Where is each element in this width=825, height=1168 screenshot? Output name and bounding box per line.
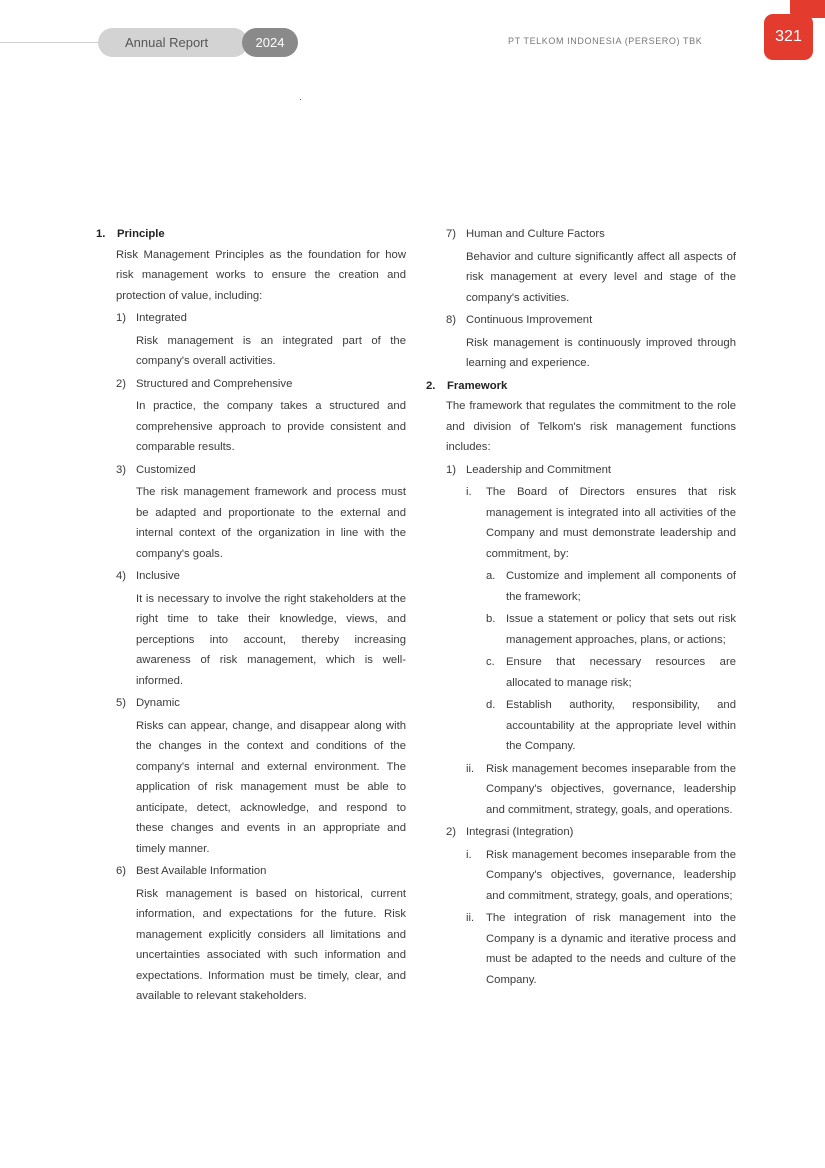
principle-list-continued (446, 224, 736, 374)
roman-item (466, 845, 736, 907)
letter-number: c. (486, 656, 495, 668)
item-number: 5) (116, 697, 127, 709)
letter-text: Ensure that necessary resources are allocated to manage risk; (506, 656, 736, 689)
item-description: It is necessary to involve the right stakeholders at the right time to take their knowledge, views, and perceptions into account, thereby increasing awareness of risk management, which is well-informed. (136, 592, 406, 687)
item-title: Human and Culture Factors (466, 228, 605, 240)
principle-list (116, 308, 406, 1007)
item-description: Behavior and culture significantly affect all aspects of risk management at every level and stage of the company's activities. (466, 250, 736, 304)
section-number: 1. (96, 228, 106, 240)
letter-item (486, 695, 736, 757)
letter-list (486, 566, 736, 757)
list-item (116, 693, 406, 714)
section-heading-principle (96, 224, 406, 245)
right-column (426, 224, 736, 990)
item-number: 6) (116, 865, 127, 877)
roman-text: The Board of Directors ensures that risk management is integrated into all activities of the Company and must demonstrate leadership and commitment, by: (486, 486, 736, 560)
section-number: 2. (426, 379, 436, 392)
list-item (116, 308, 406, 329)
item-title: Structured and Comprehensive (136, 377, 293, 390)
list-item (116, 861, 406, 882)
item-number: 8) (446, 314, 457, 326)
letter-item (486, 609, 736, 650)
list-item (446, 224, 736, 245)
stray-dot (300, 99, 301, 100)
year-badge: 2024 (242, 28, 298, 57)
letter-text: Establish authority, responsibility, and accountability at the appropriate level within the Company. (506, 699, 736, 752)
letter-number: b. (486, 613, 496, 625)
roman-item (466, 482, 736, 564)
item-title: Inclusive (136, 570, 180, 582)
roman-number: i. (466, 486, 472, 498)
item-description: Risk management is continuously improved through learning and experience. (466, 336, 736, 369)
header-rule (0, 42, 110, 43)
letter-number: d. (486, 699, 496, 711)
list-item (116, 566, 406, 587)
item-number: 1) (446, 463, 457, 476)
item-title: Leadership and Commitment (466, 463, 612, 476)
item-number: 7) (446, 228, 457, 240)
item-number: 4) (116, 570, 127, 582)
roman-number: i. (466, 848, 472, 861)
list-item (446, 460, 736, 481)
item-description: Risk management is based on historical, current information, and expectations for the future. Risk management explicitly considers all limitations and uncertainties associated with such information and expectations. Information must be timely, clear, and available to relevant stakeholders. (136, 887, 406, 1002)
letter-item (486, 652, 736, 693)
item-number: 2) (446, 826, 457, 838)
section-intro: Risk Management Principles as the foundation for how risk management works to ensure the creation and protection of value, including: (116, 248, 406, 302)
item-number: 1) (116, 312, 127, 324)
letter-number: a. (486, 570, 496, 582)
section-intro: The framework that regulates the commitment to the role and division of Telkom's risk management functions includes: (446, 400, 736, 453)
item-title: Continuous Improvement (466, 314, 593, 326)
list-item (116, 460, 406, 481)
roman-text: Risk management becomes inseparable from the Company's objectives, governance, leadership and commitment, strategy, goals, and operations. (486, 762, 736, 816)
letter-item (486, 566, 736, 607)
roman-text: The integration of risk management into the Company is a dynamic and iterative process and must be adapted to the needs and culture of the Company. (486, 912, 736, 986)
item-description: Risk management is an integrated part of the company's overall activities. (136, 334, 406, 367)
item-title: Best Available Information (136, 865, 267, 877)
roman-item (466, 908, 736, 990)
item-title: Integrated (136, 312, 187, 324)
list-item (446, 822, 736, 843)
section-heading-framework (426, 376, 736, 397)
framework-list (446, 460, 736, 991)
left-column (96, 224, 406, 1009)
item-title: Integrasi (Integration) (466, 826, 574, 838)
item-title: Customized (136, 463, 196, 476)
roman-text: Risk management becomes inseparable from the Company's objectives, governance, leadership and commitment, strategy, goals, and operations; (486, 848, 736, 902)
section-title: Framework (447, 379, 508, 392)
item-title: Dynamic (136, 697, 180, 709)
item-description: In practice, the company takes a structured and comprehensive approach to provide consistent and comparable results. (136, 400, 406, 453)
list-item (446, 310, 736, 331)
roman-item (466, 759, 736, 821)
section-title: Principle (117, 228, 165, 240)
item-number: 3) (116, 463, 127, 476)
item-description: Risks can appear, change, and disappear along with the changes in the context and conditions of the company's internal and external environment. The application of risk management must be able to anticipate, detect, acknowledge, and respond to these changes and events in an appropriate and timely manner. (136, 719, 406, 855)
annual-report-label: Annual Report (98, 28, 248, 57)
letter-text: Customize and implement all components of the framework; (506, 570, 736, 603)
roman-number: ii. (466, 912, 475, 924)
page-number: 321 (764, 14, 813, 60)
roman-number: ii. (466, 762, 475, 775)
item-number: 2) (116, 377, 127, 390)
item-description: The risk management framework and process must be adapted and proportionate to the external and internal context of the organization in line with the company's goals. (136, 486, 406, 560)
letter-text: Issue a statement or policy that sets out risk management approaches, plans, or actions; (506, 613, 736, 646)
list-item (116, 374, 406, 395)
company-name: PT TELKOM INDONESIA (PERSERO) TBK (508, 36, 703, 46)
